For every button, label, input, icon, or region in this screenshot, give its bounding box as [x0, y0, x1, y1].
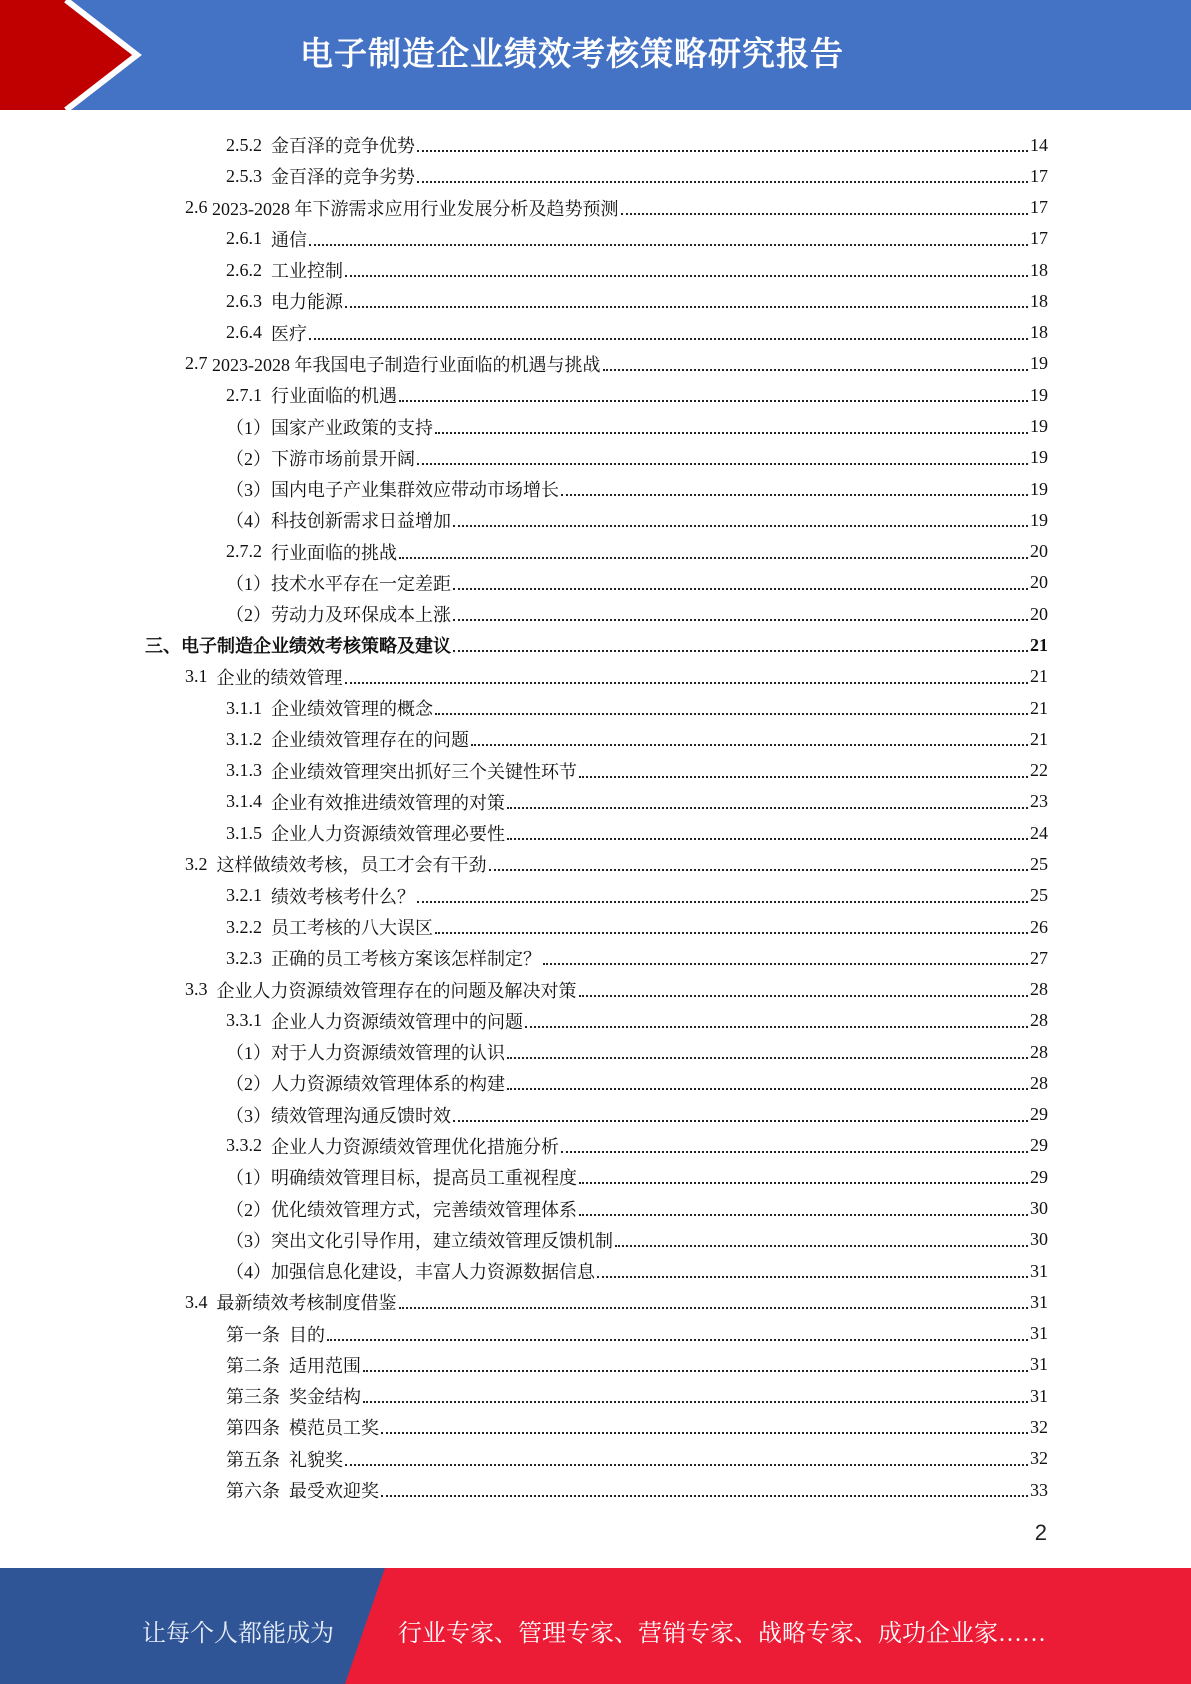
toc-entry-page: 24	[1030, 822, 1048, 843]
toc-dot-leader	[435, 713, 1028, 715]
toc-entry-page: 31	[1030, 1260, 1048, 1281]
toc-entry-number: （4）	[226, 1262, 271, 1283]
toc-entry-number: （3）	[226, 1230, 271, 1251]
toc-dot-leader	[417, 463, 1028, 465]
toc-dot-leader	[579, 995, 1029, 997]
toc-entry-title: 突出文化引导作用，建立绩效管理反馈机制	[271, 1230, 613, 1251]
toc-dot-leader	[615, 1245, 1028, 1247]
toc-entry[interactable]	[226, 1131, 1048, 1161]
toc-entry-title: 企业人力资源绩效管理必要性	[271, 824, 505, 845]
toc-entry-page: 29	[1030, 1166, 1048, 1187]
toc-entry-number: 2.6.4	[226, 322, 271, 343]
toc-entry-page: 23	[1030, 791, 1048, 812]
toc-entry[interactable]	[226, 130, 1048, 160]
toc-entry-title: 明确绩效管理目标，提高员工重视程度	[271, 1168, 577, 1189]
toc-entry-title: 金百泽的竞争劣势	[271, 167, 415, 188]
toc-entry-page: 33	[1030, 1479, 1048, 1500]
toc-dot-leader	[507, 838, 1028, 840]
toc-entry[interactable]	[226, 818, 1048, 848]
toc-entry-number: （2）	[226, 1199, 271, 1220]
toc-entry-title: 企业人力资源绩效管理中的问题	[271, 1011, 523, 1032]
toc-dot-leader	[489, 869, 1029, 871]
toc-entry-number: 2.6.3	[226, 290, 271, 311]
toc-entry[interactable]	[226, 1350, 1048, 1380]
toc-dot-leader	[561, 494, 1028, 496]
toc-entry[interactable]	[226, 724, 1048, 754]
toc-entry-title: 国家产业政策的支持	[271, 417, 433, 438]
toc-entry-page: 19	[1030, 478, 1048, 499]
toc-entry[interactable]	[226, 912, 1048, 942]
toc-entry-page: 22	[1030, 760, 1048, 781]
toc-entry-page: 28	[1030, 979, 1048, 1000]
toc-dot-leader	[399, 400, 1028, 402]
toc-entry-title: 这样做绩效考核，员工才会有干劲	[216, 855, 487, 876]
toc-entry-title: 企业有效推进绩效管理的对策	[271, 792, 505, 813]
toc-entry-title: 正确的员工考核方案该怎样制定？	[271, 949, 541, 970]
toc-entry[interactable]	[185, 1287, 1048, 1317]
toc-entry-number: （3）	[226, 1105, 271, 1126]
toc-entry-title: 适用范围	[289, 1355, 361, 1376]
toc-entry[interactable]	[226, 1162, 1048, 1192]
toc-entry-number: 2.5.3	[226, 165, 271, 186]
toc-entry-number: 3.3	[185, 979, 217, 1000]
toc-dot-leader	[399, 557, 1028, 559]
toc-entry-number: 2.5.2	[226, 134, 271, 155]
toc-entry[interactable]	[145, 630, 1048, 660]
toc-dot-leader	[507, 1088, 1028, 1090]
toc-entry-title: 企业绩效管理的概念	[271, 699, 433, 720]
toc-entry-page: 17	[1030, 228, 1048, 249]
toc-dot-leader	[345, 1464, 1028, 1466]
toc-entry-title: 目的	[289, 1324, 325, 1345]
toc-entry[interactable]	[185, 662, 1048, 692]
report-title: 电子制造企业绩效考核策略研究报告	[300, 34, 844, 73]
toc-dot-leader	[561, 1151, 1028, 1153]
toc-dot-leader	[453, 619, 1028, 621]
toc-entry-title: 金百泽的竞争优势	[271, 136, 415, 156]
toc-entry-number: （1）	[226, 1168, 271, 1189]
toc-entry-title: 企业绩效管理存在的问题	[271, 730, 469, 751]
toc-entry[interactable]	[185, 849, 1048, 879]
toc-entry-number: 3.2.1	[226, 885, 271, 906]
toc-entry-title: 加强信息化建设，丰富人力资源数据信息	[271, 1262, 595, 1283]
toc-entry-title: 国内电子产业集群效应带动市场增长	[271, 480, 559, 501]
toc-entry[interactable]	[226, 1319, 1048, 1349]
toc-dot-leader	[453, 588, 1028, 590]
toc-entry[interactable]	[185, 193, 1048, 223]
toc-entry-number: 3.1	[185, 666, 217, 687]
toc-entry-number: 第六条	[226, 1481, 289, 1502]
toc-entry[interactable]	[226, 255, 1048, 285]
toc-entry-page: 29	[1030, 1135, 1048, 1156]
toc-entry-page: 18	[1030, 290, 1048, 311]
toc-entry-page: 18	[1030, 322, 1048, 343]
toc-dot-leader	[525, 1026, 1028, 1028]
toc-dot-leader	[507, 1057, 1028, 1059]
toc-entry-title: 礼貌奖	[289, 1449, 343, 1470]
toc-dot-leader	[381, 1432, 1028, 1434]
toc-entry[interactable]	[226, 756, 1048, 786]
page-number: 2	[1034, 1520, 1047, 1545]
toc-entry[interactable]	[226, 1037, 1048, 1067]
toc-entry-title: 医疗	[271, 323, 307, 344]
toc-entry-number: 2.6	[185, 197, 212, 218]
toc-entry-page: 19	[1030, 447, 1048, 468]
toc-entry-number: 3.3.2	[226, 1135, 271, 1156]
toc-entry-number: 3.1.1	[226, 697, 271, 718]
toc-entry-number: 第一条	[226, 1324, 289, 1345]
toc-entry-title: 科技创新需求日益增加	[271, 511, 451, 532]
toc-dot-leader	[399, 1307, 1029, 1309]
toc-entry-page: 32	[1030, 1448, 1048, 1469]
toc-entry-page: 30	[1030, 1229, 1048, 1250]
toc-entry[interactable]	[226, 443, 1048, 473]
toc-entry-title: 企业的绩效管理	[216, 667, 343, 688]
toc-dot-leader	[345, 682, 1029, 684]
toc-dot-leader	[579, 1182, 1028, 1184]
toc-entry-title: 最受欢迎奖	[289, 1481, 379, 1502]
toc-entry[interactable]	[226, 1100, 1048, 1130]
toc-entry-page: 28	[1030, 1041, 1048, 1062]
toc-entry-title: 通信	[271, 229, 307, 250]
toc-entry-page: 31	[1030, 1323, 1048, 1344]
toc-entry-title: 电子制造企业绩效考核策略及建议	[181, 636, 451, 657]
toc-entry[interactable]	[226, 787, 1048, 817]
toc-dot-leader	[363, 1370, 1028, 1372]
toc-entry-title: 2023-2028 年下游需求应用行业发展分析及趋势预测	[212, 198, 619, 219]
toc-dot-leader	[327, 1339, 1028, 1341]
toc-entry-page: 26	[1030, 916, 1048, 937]
toc-entry[interactable]	[226, 318, 1048, 348]
toc-entry-page: 17	[1030, 165, 1048, 186]
toc-entry-title: 人力资源绩效管理体系的构建	[271, 1074, 505, 1095]
toc-entry-number: （2）	[226, 1074, 271, 1095]
toc-entry-page: 18	[1030, 259, 1048, 280]
toc-entry-number: （2）	[226, 605, 271, 626]
toc-entry-number: （1）	[226, 1043, 271, 1064]
toc-entry-title: 最新绩效考核制度借鉴	[216, 1293, 397, 1314]
toc-entry-number: 3.2	[185, 853, 217, 874]
toc-entry-number: 3.1.2	[226, 728, 271, 749]
toc-entry-page: 17	[1030, 197, 1048, 218]
toc-entry-title: 企业人力资源绩效管理优化措施分析	[271, 1136, 559, 1157]
toc-entry[interactable]	[226, 537, 1048, 567]
toc-entry[interactable]	[226, 286, 1048, 316]
toc-entry[interactable]	[185, 975, 1048, 1005]
toc-entry-title: 电力能源	[271, 292, 343, 313]
toc-entry-number: 第三条	[226, 1387, 289, 1408]
toc-entry[interactable]	[226, 1412, 1048, 1442]
toc-entry-title: 员工考核的八大误区	[271, 918, 433, 938]
toc-entry[interactable]	[226, 224, 1048, 254]
toc-dot-leader	[579, 1214, 1028, 1216]
toc-entry[interactable]	[226, 412, 1048, 442]
toc-entry-number: 3.1.3	[226, 760, 271, 781]
page-header	[0, 0, 1191, 110]
toc-entry-number: 3.1.5	[226, 822, 271, 843]
toc-entry-title: 技术水平存在一定差距	[271, 573, 451, 594]
toc-entry[interactable]	[226, 1475, 1048, 1505]
toc-entry-number: （2）	[226, 448, 271, 469]
toc-entry-number: （4）	[226, 511, 271, 532]
toc-dot-leader	[309, 338, 1028, 340]
toc-entry[interactable]	[226, 1256, 1048, 1286]
toc-entry-title: 企业绩效管理突出抓好三个关键性环节	[271, 761, 577, 782]
toc-entry-page: 30	[1030, 1198, 1048, 1219]
toc-dot-leader	[621, 213, 1029, 215]
toc-dot-leader	[417, 901, 1028, 903]
toc-entry[interactable]	[226, 881, 1048, 911]
toc-entry-number: 2.6.1	[226, 228, 271, 249]
toc-dot-leader	[345, 306, 1028, 308]
toc-entry[interactable]	[226, 474, 1048, 504]
toc-dot-leader	[345, 275, 1028, 277]
toc-entry-page: 31	[1030, 1354, 1048, 1375]
toc-entry-number: 2.6.2	[226, 259, 271, 280]
toc-entry-page: 27	[1030, 947, 1048, 968]
toc-dot-leader	[543, 963, 1028, 965]
toc-dot-leader	[363, 1401, 1028, 1403]
toc-dot-leader	[435, 432, 1028, 434]
toc-entry-number: （1）	[226, 417, 271, 438]
toc-dot-leader	[417, 181, 1028, 183]
toc-entry-page: 19	[1030, 416, 1048, 437]
toc-entry[interactable]	[185, 349, 1048, 379]
toc-entry-number: 2.7.2	[226, 541, 271, 562]
toc-entry-number: （1）	[226, 573, 271, 594]
toc-entry-page: 20	[1030, 572, 1048, 593]
toc-entry-title: 模范员工奖	[289, 1418, 379, 1439]
toc-entry-number: 第五条	[226, 1449, 289, 1470]
toc-entry-number: 3.1.4	[226, 791, 271, 812]
toc-dot-leader	[507, 807, 1028, 809]
toc-entry[interactable]	[226, 1225, 1048, 1255]
toc-entry-page: 29	[1030, 1104, 1048, 1125]
toc-dot-leader	[309, 244, 1028, 246]
toc-entry-page: 25	[1030, 853, 1048, 874]
toc-dot-leader	[381, 1495, 1028, 1497]
toc-entry[interactable]	[226, 943, 1048, 973]
toc-dot-leader	[453, 650, 1028, 652]
toc-dot-leader	[603, 369, 1029, 371]
toc-dot-leader	[453, 1120, 1028, 1122]
toc-entry-title: 绩效考核考什么？	[271, 886, 415, 907]
toc-entry-page: 14	[1030, 134, 1048, 155]
toc-entry-page: 21	[1030, 728, 1048, 749]
toc-entry-title: 下游市场前景开阔	[271, 448, 415, 469]
toc-entry-page: 21	[1030, 666, 1048, 687]
toc-entry[interactable]	[226, 568, 1048, 598]
arrow-decoration-icon	[0, 0, 160, 110]
toc-entry-title: 工业控制	[271, 261, 343, 282]
toc-entry-page: 19	[1030, 384, 1048, 405]
toc-entry-page: 20	[1030, 603, 1048, 624]
toc-entry-page: 21	[1030, 634, 1048, 655]
toc-entry[interactable]	[226, 505, 1048, 535]
toc-entry-title: 优化绩效管理方式，完善绩效管理体系	[271, 1199, 577, 1220]
toc-entry-page: 19	[1030, 509, 1048, 530]
toc-entry-title: 奖金结构	[289, 1387, 361, 1408]
toc-dot-leader	[597, 1276, 1028, 1278]
toc-entry-number: 第四条	[226, 1418, 289, 1439]
toc-entry-page: 31	[1030, 1291, 1048, 1312]
toc-entry[interactable]	[226, 693, 1048, 723]
toc-entry[interactable]	[226, 1068, 1048, 1098]
toc-entry-number: 三、	[145, 636, 181, 657]
toc-dot-leader	[471, 744, 1028, 746]
toc-dot-leader	[417, 150, 1028, 152]
toc-entry-title: 行业面临的挑战	[271, 542, 397, 563]
toc-entry[interactable]	[226, 161, 1048, 191]
toc-entry[interactable]	[226, 1381, 1048, 1411]
toc-entry-number: 2.7.1	[226, 384, 271, 405]
toc-entry-page: 31	[1030, 1385, 1048, 1406]
toc-entry-number: 3.4	[185, 1291, 217, 1312]
toc-entry-page: 32	[1030, 1416, 1048, 1437]
toc-entry[interactable]	[226, 1194, 1048, 1224]
toc-entry-page: 25	[1030, 885, 1048, 906]
toc-entry-number: 3.2.3	[226, 947, 271, 968]
toc-entry-title: 2023-2028 年我国电子制造行业面临的机遇与挑战	[212, 354, 601, 375]
toc-entry-number: 2.7	[185, 353, 212, 374]
toc-entry-page: 19	[1030, 353, 1048, 374]
toc-entry-number: 3.2.2	[226, 916, 271, 937]
toc-entry-number: 3.3.1	[226, 1010, 271, 1031]
toc-entry-number: 第二条	[226, 1355, 289, 1376]
footer-slogan-left: 让每个人都能成为	[142, 1621, 334, 1647]
toc-entry-title: 企业人力资源绩效管理存在的问题及解决对策	[216, 980, 577, 1001]
footer-slogan-right: 行业专家、管理专家、营销专家、战略专家、成功企业家……	[398, 1621, 1046, 1647]
toc-entry-page: 20	[1030, 541, 1048, 562]
toc-entry-title: 对于人力资源绩效管理的认识	[271, 1043, 505, 1064]
toc-entry[interactable]	[226, 1006, 1048, 1036]
toc-entry-title: 绩效管理沟通反馈时效	[271, 1105, 451, 1126]
toc-entry-title: 劳动力及环保成本上涨	[271, 605, 451, 626]
toc-entry-page: 28	[1030, 1010, 1048, 1031]
toc-entry[interactable]	[226, 599, 1048, 629]
toc-dot-leader	[453, 525, 1028, 527]
toc-entry[interactable]	[226, 380, 1048, 410]
toc-entry-number: （3）	[226, 480, 271, 501]
toc-entry[interactable]	[226, 1444, 1048, 1474]
toc-dot-leader	[435, 932, 1028, 934]
toc-entry-page: 28	[1030, 1072, 1048, 1093]
page-footer	[0, 1568, 1191, 1684]
toc-entry-page: 21	[1030, 697, 1048, 718]
toc-entry-title: 行业面临的机遇	[271, 386, 397, 407]
toc-dot-leader	[579, 776, 1028, 778]
